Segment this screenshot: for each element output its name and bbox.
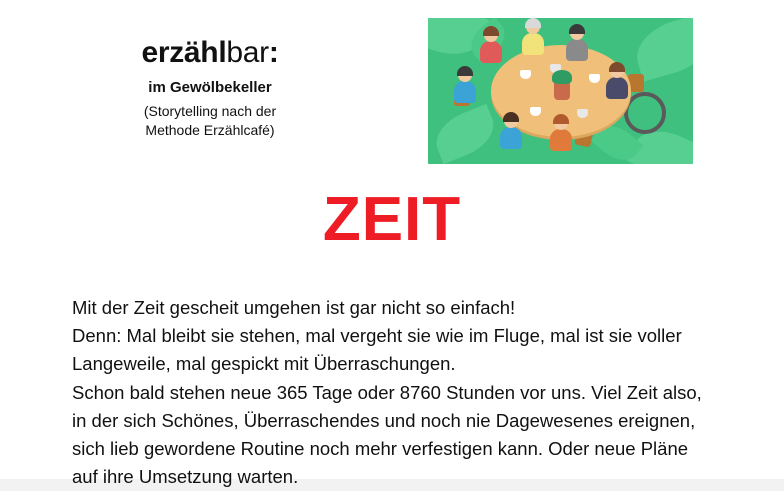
person-figure xyxy=(498,114,524,148)
leaf-icon xyxy=(429,104,501,164)
cup-icon xyxy=(520,70,531,79)
person-figure xyxy=(564,26,590,60)
person-figure xyxy=(520,20,546,54)
brand-title xyxy=(0,36,420,69)
document-header xyxy=(0,0,784,164)
people-around-table-illustration xyxy=(428,18,693,164)
cup-icon xyxy=(530,107,541,116)
cup-icon xyxy=(577,109,588,118)
brand-name-light: bar xyxy=(226,36,269,69)
brand-name-bold: erzähl xyxy=(141,36,227,69)
body-paragraph-1: Mit der Zeit gescheit umgehen ist gar nicht so einfach! xyxy=(72,297,516,319)
document-body xyxy=(72,294,712,491)
person-figure xyxy=(478,28,504,62)
potted-plant-icon xyxy=(554,82,570,100)
cup-icon xyxy=(589,74,600,83)
person-figure xyxy=(604,64,630,98)
brand-block xyxy=(0,14,420,140)
brand-name-colon: : xyxy=(268,36,279,69)
person-figure xyxy=(548,116,574,150)
person-figure xyxy=(452,68,478,102)
table-items-group xyxy=(516,64,606,118)
brand-note-line-1: (Storytelling nach der xyxy=(143,103,277,119)
body-paragraph-3: Schon bald stehen neue 365 Tage oder 8760 Stunden vor uns. Viel Zeit also, in der sich Schönes, Überraschendes und noch nie Dagewesenes ereignen, sich lieb gewordene Routine noch mehr verfestigen kann. Oder neue Pläne auf ihre Umsetzung warten. xyxy=(72,381,702,487)
brand-note-line-2: Methode Erzählcafé) xyxy=(145,121,275,138)
leaf-icon xyxy=(630,18,693,82)
body-paragraph-2: Denn: Mal bleibt sie stehen, mal vergeht sie wie im Fluge, mal ist sie voller Langeweile, mal gespickt mit Überraschungen. xyxy=(72,325,682,375)
wheelchair-wheel-icon xyxy=(624,92,666,134)
brand-subtitle: im Gewölbekeller xyxy=(148,79,272,96)
page-title: ZEIT xyxy=(322,185,462,254)
